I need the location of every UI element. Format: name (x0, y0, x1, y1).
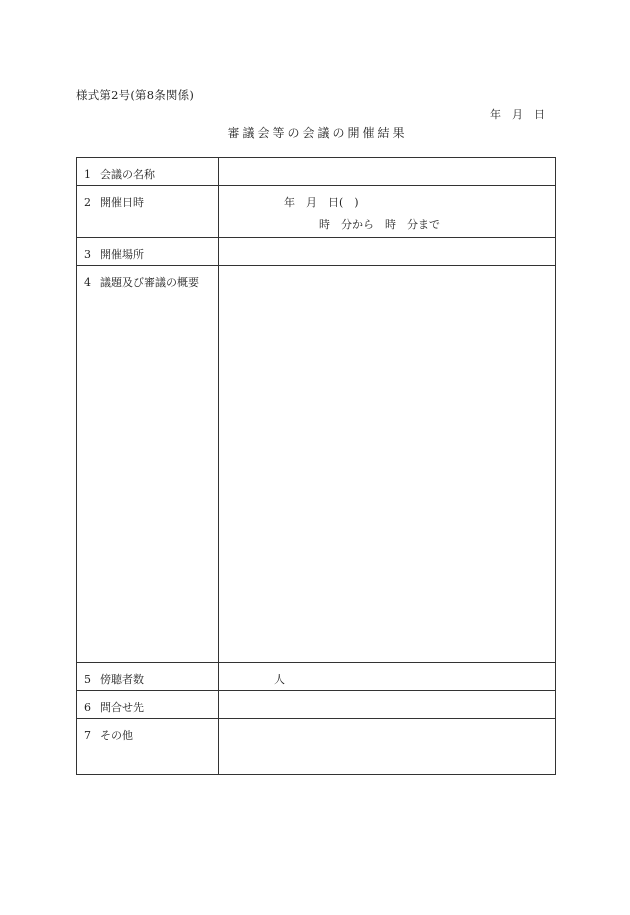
table-row-other (77, 719, 556, 775)
agenda-summary-field[interactable] (219, 266, 556, 663)
row-label (77, 691, 219, 719)
meeting-name-field[interactable] (219, 158, 556, 186)
row-label (77, 719, 219, 775)
row-label-text: 傍聴者数 (100, 673, 144, 686)
row-label (77, 238, 219, 266)
date-placeholder: 年 月 日( ) (284, 196, 359, 209)
page-title: 審議会等の会議の開催結果 (227, 126, 408, 140)
row-number: 4 (84, 276, 91, 289)
people-unit: 人 (274, 673, 285, 686)
row-label-text: 議題及び審議の概要 (100, 276, 199, 289)
row-label-text: 会議の名称 (100, 168, 155, 181)
row-number: 7 (84, 729, 91, 742)
document-date: 年 月 日 (490, 108, 545, 121)
table-row-agenda (77, 266, 556, 663)
table-row-venue (77, 238, 556, 266)
row-number: 2 (84, 196, 91, 209)
table-row-meeting-name (77, 158, 556, 186)
other-field[interactable] (219, 719, 556, 775)
row-number: 3 (84, 248, 91, 261)
row-number: 5 (84, 673, 91, 686)
meeting-results-table (76, 157, 556, 775)
row-label (77, 663, 219, 691)
row-number: 1 (84, 168, 91, 181)
table-row-audience (77, 663, 556, 691)
table-row-datetime (77, 186, 556, 238)
table-row-contact (77, 691, 556, 719)
row-label-text: 開催場所 (100, 248, 144, 261)
form-number: 様式第2号(第8条関係) (76, 88, 195, 102)
venue-field[interactable] (219, 238, 556, 266)
row-label-text: 問合せ先 (100, 701, 144, 714)
row-label (77, 186, 219, 238)
row-label-text: その他 (100, 729, 133, 742)
audience-count-field[interactable] (219, 663, 556, 691)
row-label (77, 266, 219, 663)
row-label (77, 158, 219, 186)
row-number: 6 (84, 701, 91, 714)
datetime-field[interactable] (219, 186, 556, 238)
row-label-text: 開催日時 (100, 196, 144, 209)
time-placeholder: 時 分から 時 分まで (319, 218, 440, 231)
contact-field[interactable] (219, 691, 556, 719)
